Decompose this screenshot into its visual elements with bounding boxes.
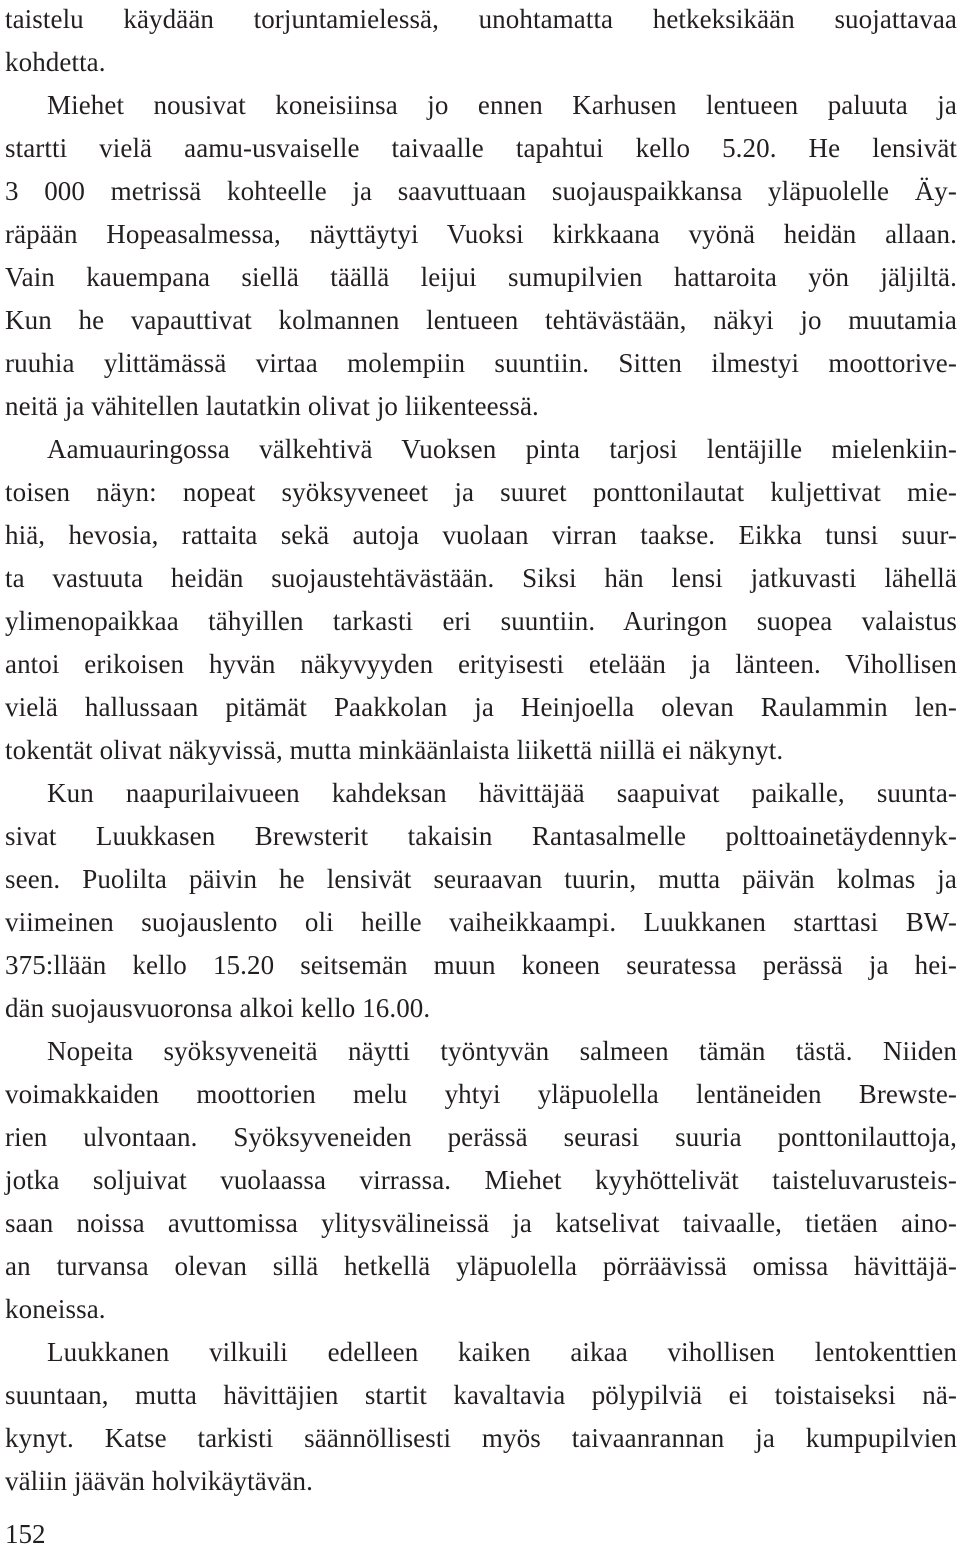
text-line: viimeinen suojauslento oli heille vaiheikkaampi. Luukkanen starttasi BW- <box>5 907 957 937</box>
text-line: räpään Hopeasalmessa, näyttäytyi Vuoksi kirkkaana vyönä heidän allaan. <box>5 219 957 249</box>
text-line: startti vielä aamu-usvaiselle taivaalle tapahtui kello 5.20. He lensivät <box>5 133 957 163</box>
text-line: 375:llään kello 15.20 seitsemän muun koneen seuratessa perässä ja hei- <box>5 950 957 980</box>
text-line: Kun he vapauttivat kolmannen lentueen tehtävästään, näkyi jo muutamia <box>5 305 957 335</box>
text-line: dän suojausvuoronsa alkoi kello 16.00. <box>5 993 431 1023</box>
text-line: kynyt. Katse tarkisti säännöllisesti myös taivaanrannan ja kumpupilvien <box>5 1423 957 1453</box>
text-line: rien ulvontaan. Syöksyveneiden perässä seurasi suuria ponttonilauttoja, <box>5 1122 957 1152</box>
text-line: Aamuauringossa välkehtivä Vuoksen pinta tarjosi lentäjille mielenkiin- <box>47 434 957 464</box>
text-line: koneissa. <box>5 1294 106 1324</box>
text-line: an turvansa olevan sillä hetkellä yläpuolella pörräävissä omissa hävittäjä- <box>5 1251 957 1281</box>
text-line: ylimenopaikkaa tähyillen tarkasti eri suuntiin. Auringon suopea valaistus <box>5 606 957 636</box>
book-page-body <box>5 0 957 1503</box>
text-line: taistelu käydään torjuntamielessä, unohtamatta hetkeksikään suojattavaa <box>5 4 957 34</box>
text-line: ta vastuuta heidän suojaustehtävästään. Siksi hän lensi jatkuvasti lähellä <box>5 563 957 593</box>
text-line: antoi erikoisen hyvän näkyvyyden erityisesti etelään ja länteen. Vihollisen <box>5 649 957 679</box>
text-line: jotka soljuivat vuolaassa virrassa. Miehet kyyhöttelivät taisteluvarusteis- <box>5 1165 957 1195</box>
page-number: 152 <box>5 1519 46 1549</box>
text-line: neitä ja vähitellen lautatkin olivat jo liikenteessä. <box>5 391 539 421</box>
text-line: ruuhia ylittämässä virtaa molempiin suuntiin. Sitten ilmestyi moottorive- <box>5 348 957 378</box>
text-line: Kun naapurilaivueen kahdeksan hävittäjää saapuivat paikalle, suunta- <box>47 778 957 808</box>
text-line: hiä, hevosia, rattaita sekä autoja vuolaan virran taakse. Eikka tunsi suur- <box>5 520 957 550</box>
text-line: sivat Luukkasen Brewsterit takaisin Rantasalmelle polttoainetäydennyk- <box>5 821 957 851</box>
text-line: suuntaan, mutta hävittäjien startit kavaltavia pölypilviä ei toistaiseksi nä- <box>5 1380 957 1410</box>
text-line: Vain kauempana siellä täällä leijui sumupilvien hattaroita yön jäljiltä. <box>5 262 957 292</box>
text-line: 3 000 metrissä kohteelle ja saavuttuaan suojauspaikkansa yläpuolelle Äy- <box>5 176 957 206</box>
text-line: Luukkanen vilkuili edelleen kaiken aikaa vihollisen lentokenttien <box>47 1337 957 1367</box>
text-line: Miehet nousivat koneisiinsa jo ennen Karhusen lentueen paluuta ja <box>47 90 957 120</box>
text-line: väliin jäävän holvikäytävän. <box>5 1466 313 1496</box>
text-line: voimakkaiden moottorien melu yhtyi yläpuolella lentäneiden Brewste- <box>5 1079 957 1109</box>
text-line: seen. Puolilta päivin he lensivät seuraavan tuurin, mutta päivän kolmas ja <box>5 864 957 894</box>
text-line: kohdetta. <box>5 47 106 77</box>
text-line: tokentät olivat näkyvissä, mutta minkäänlaista liikettä niillä ei näkynyt. <box>5 735 784 765</box>
text-line: vielä hallussaan pitämät Paakkolan ja Heinjoella olevan Raulammin len- <box>5 692 957 722</box>
text-line: toisen näyn: nopeat syöksyveneet ja suuret ponttonilautat kuljettivat mie- <box>5 477 957 507</box>
text-line: saan noissa avuttomissa ylitysvälineissä ja katselivat taivaalle, tietäen aino- <box>5 1208 957 1238</box>
text-line: Nopeita syöksyveneitä näytti työntyvän salmeen tämän tästä. Niiden <box>47 1036 957 1066</box>
